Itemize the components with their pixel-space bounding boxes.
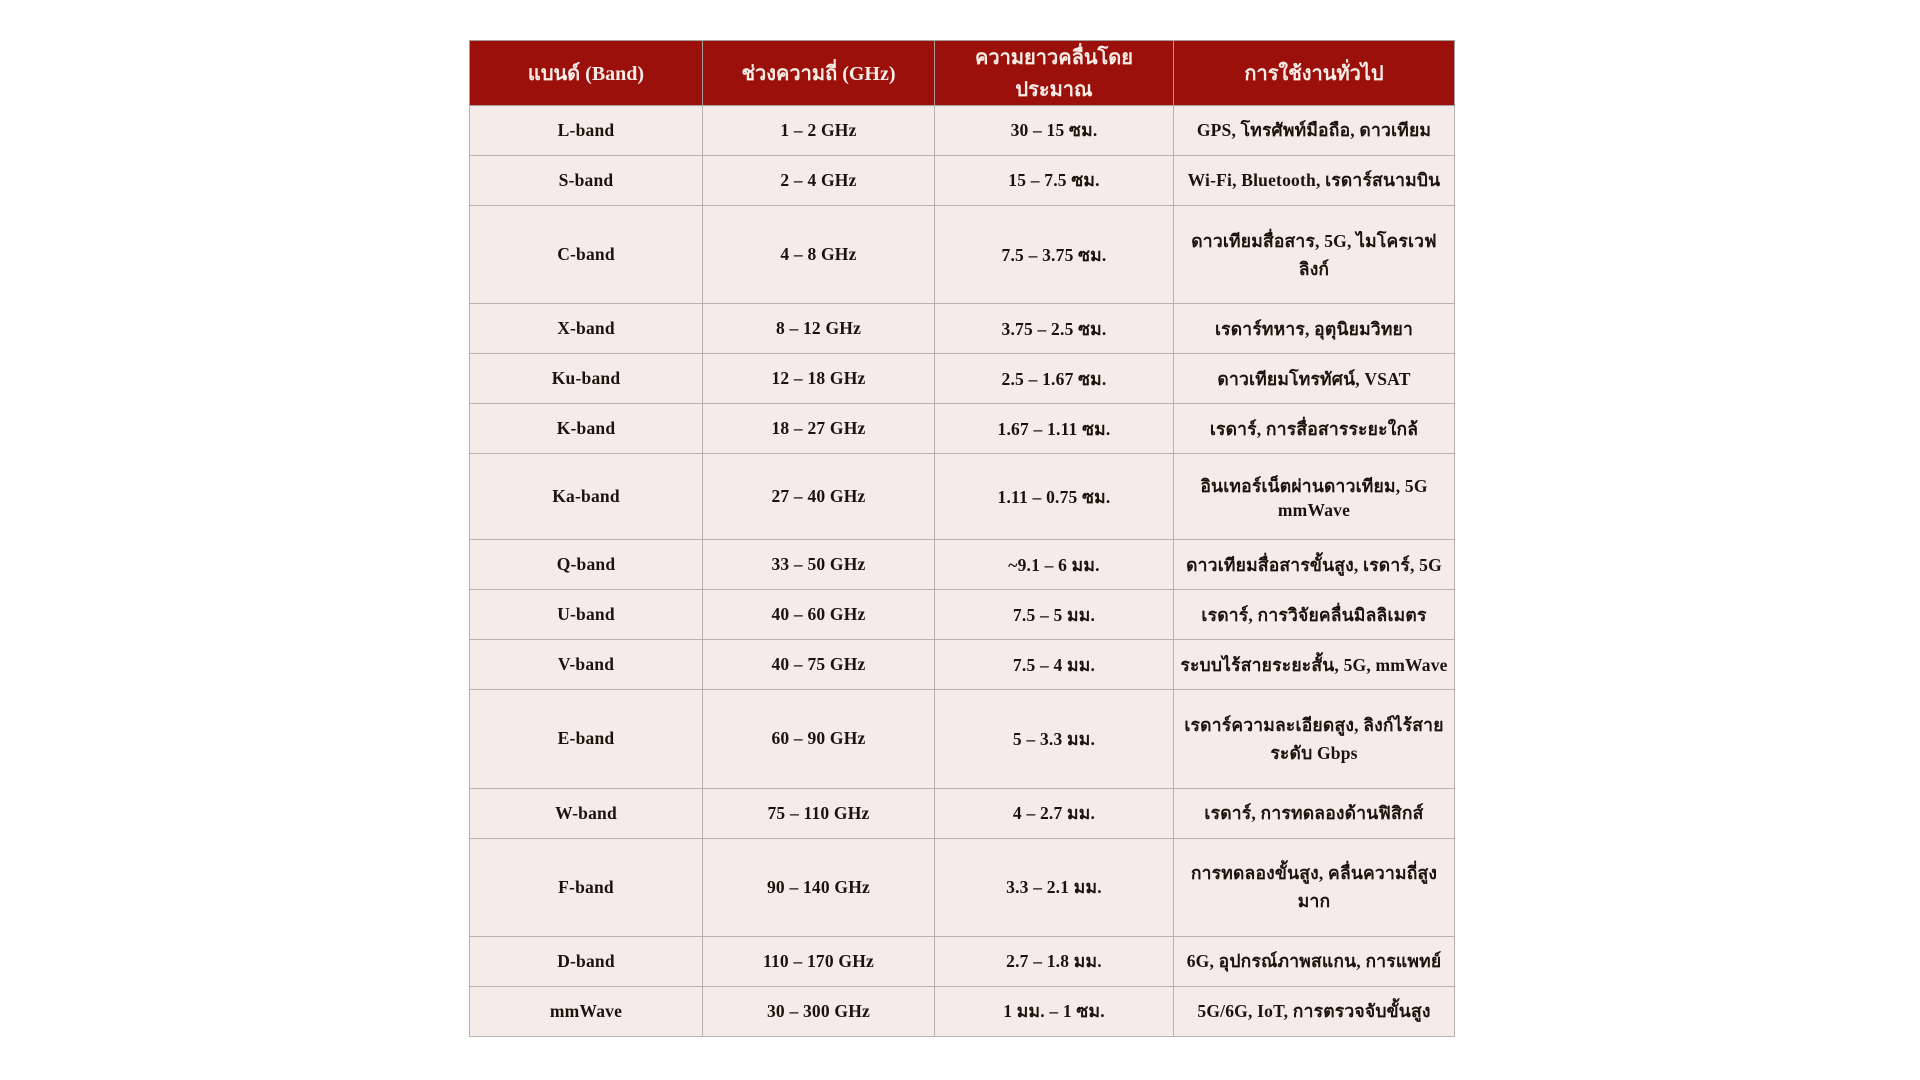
cell-wavelength: ~9.1 – 6 มม.	[935, 540, 1174, 590]
cell-wavelength: 3.3 – 2.1 มม.	[935, 838, 1174, 936]
cell-wavelength: 4 – 2.7 มม.	[935, 788, 1174, 838]
cell-frequency: 40 – 60 GHz	[703, 590, 935, 640]
header-row	[470, 41, 1455, 106]
table-row	[470, 540, 1455, 590]
cell-band: V-band	[470, 640, 703, 690]
table-row	[470, 690, 1455, 788]
cell-band: Ka-band	[470, 454, 703, 540]
cell-band: K-band	[470, 404, 703, 454]
cell-frequency: 40 – 75 GHz	[703, 640, 935, 690]
cell-frequency: 60 – 90 GHz	[703, 690, 935, 788]
header-cell-wavelength: ความยาวคลื่นโดยประมาณ	[935, 41, 1174, 106]
cell-band: S-band	[470, 155, 703, 205]
cell-band: L-band	[470, 106, 703, 156]
cell-usage: 6G, อุปกรณ์ภาพสแกน, การแพทย์	[1174, 936, 1455, 986]
cell-usage: เรดาร์, การทดลองด้านฟิสิกส์	[1174, 788, 1455, 838]
cell-usage: เรดาร์, การสื่อสารระยะใกล้	[1174, 404, 1455, 454]
cell-frequency: 33 – 50 GHz	[703, 540, 935, 590]
cell-frequency: 2 – 4 GHz	[703, 155, 935, 205]
cell-usage: อินเทอร์เน็ตผ่านดาวเทียม, 5G mmWave	[1174, 454, 1455, 540]
cell-usage: การทดลองขั้นสูง, คลื่นความถี่สูงมาก	[1174, 838, 1455, 936]
table-row	[470, 454, 1455, 540]
cell-usage: 5G/6G, IoT, การตรวจจับขั้นสูง	[1174, 986, 1455, 1036]
table-row	[470, 838, 1455, 936]
cell-usage: Wi-Fi, Bluetooth, เรดาร์สนามบิน	[1174, 155, 1455, 205]
cell-band: Ku-band	[470, 354, 703, 404]
table-row	[470, 590, 1455, 640]
table-row	[470, 106, 1455, 156]
cell-wavelength: 1.67 – 1.11 ซม.	[935, 404, 1174, 454]
cell-usage: เรดาร์ทหาร, อุตุนิยมวิทยา	[1174, 304, 1455, 354]
cell-frequency: 110 – 170 GHz	[703, 936, 935, 986]
cell-usage: เรดาร์, การวิจัยคลื่นมิลลิเมตร	[1174, 590, 1455, 640]
cell-wavelength: 5 – 3.3 มม.	[935, 690, 1174, 788]
table-row	[470, 205, 1455, 303]
cell-wavelength: 7.5 – 5 มม.	[935, 590, 1174, 640]
cell-frequency: 12 – 18 GHz	[703, 354, 935, 404]
cell-frequency: 90 – 140 GHz	[703, 838, 935, 936]
cell-wavelength: 2.5 – 1.67 ซม.	[935, 354, 1174, 404]
cell-band: U-band	[470, 590, 703, 640]
cell-usage: ดาวเทียมสื่อสารขั้นสูง, เรดาร์, 5G	[1174, 540, 1455, 590]
table-row	[470, 404, 1455, 454]
cell-band: mmWave	[470, 986, 703, 1036]
cell-frequency: 75 – 110 GHz	[703, 788, 935, 838]
header-cell-frequency: ช่วงความถี่ (GHz)	[703, 41, 935, 106]
cell-frequency: 4 – 8 GHz	[703, 205, 935, 303]
cell-usage: ดาวเทียมโทรทัศน์, VSAT	[1174, 354, 1455, 404]
cell-band: W-band	[470, 788, 703, 838]
cell-wavelength: 2.7 – 1.8 มม.	[935, 936, 1174, 986]
cell-usage: GPS, โทรศัพท์มือถือ, ดาวเทียม	[1174, 106, 1455, 156]
table-row	[470, 788, 1455, 838]
cell-usage: ดาวเทียมสื่อสาร, 5G, ไมโครเวฟลิงก์	[1174, 205, 1455, 303]
cell-frequency: 1 – 2 GHz	[703, 106, 935, 156]
table-row	[470, 640, 1455, 690]
table-header	[470, 41, 1455, 106]
header-cell-usage: การใช้งานทั่วไป	[1174, 41, 1455, 106]
table-row	[470, 936, 1455, 986]
cell-wavelength: 30 – 15 ซม.	[935, 106, 1174, 156]
cell-usage: เรดาร์ความละเอียดสูง, ลิงก์ไร้สายระดับ Gbps	[1174, 690, 1455, 788]
cell-wavelength: 15 – 7.5 ซม.	[935, 155, 1174, 205]
band-table-container	[469, 40, 1455, 1037]
cell-band: D-band	[470, 936, 703, 986]
frequency-band-table	[469, 40, 1455, 1037]
cell-frequency: 30 – 300 GHz	[703, 986, 935, 1036]
header-cell-band: แบนด์ (Band)	[470, 41, 703, 106]
cell-wavelength: 1 มม. – 1 ซม.	[935, 986, 1174, 1036]
table-body	[470, 106, 1455, 1037]
cell-frequency: 8 – 12 GHz	[703, 304, 935, 354]
cell-wavelength: 1.11 – 0.75 ซม.	[935, 454, 1174, 540]
cell-band: C-band	[470, 205, 703, 303]
table-row	[470, 354, 1455, 404]
cell-band: Q-band	[470, 540, 703, 590]
cell-band: E-band	[470, 690, 703, 788]
cell-frequency: 27 – 40 GHz	[703, 454, 935, 540]
cell-frequency: 18 – 27 GHz	[703, 404, 935, 454]
cell-wavelength: 3.75 – 2.5 ซม.	[935, 304, 1174, 354]
table-row	[470, 986, 1455, 1036]
table-row	[470, 304, 1455, 354]
cell-wavelength: 7.5 – 3.75 ซม.	[935, 205, 1174, 303]
cell-usage: ระบบไร้สายระยะสั้น, 5G, mmWave	[1174, 640, 1455, 690]
cell-band: F-band	[470, 838, 703, 936]
cell-wavelength: 7.5 – 4 มม.	[935, 640, 1174, 690]
table-row	[470, 155, 1455, 205]
cell-band: X-band	[470, 304, 703, 354]
